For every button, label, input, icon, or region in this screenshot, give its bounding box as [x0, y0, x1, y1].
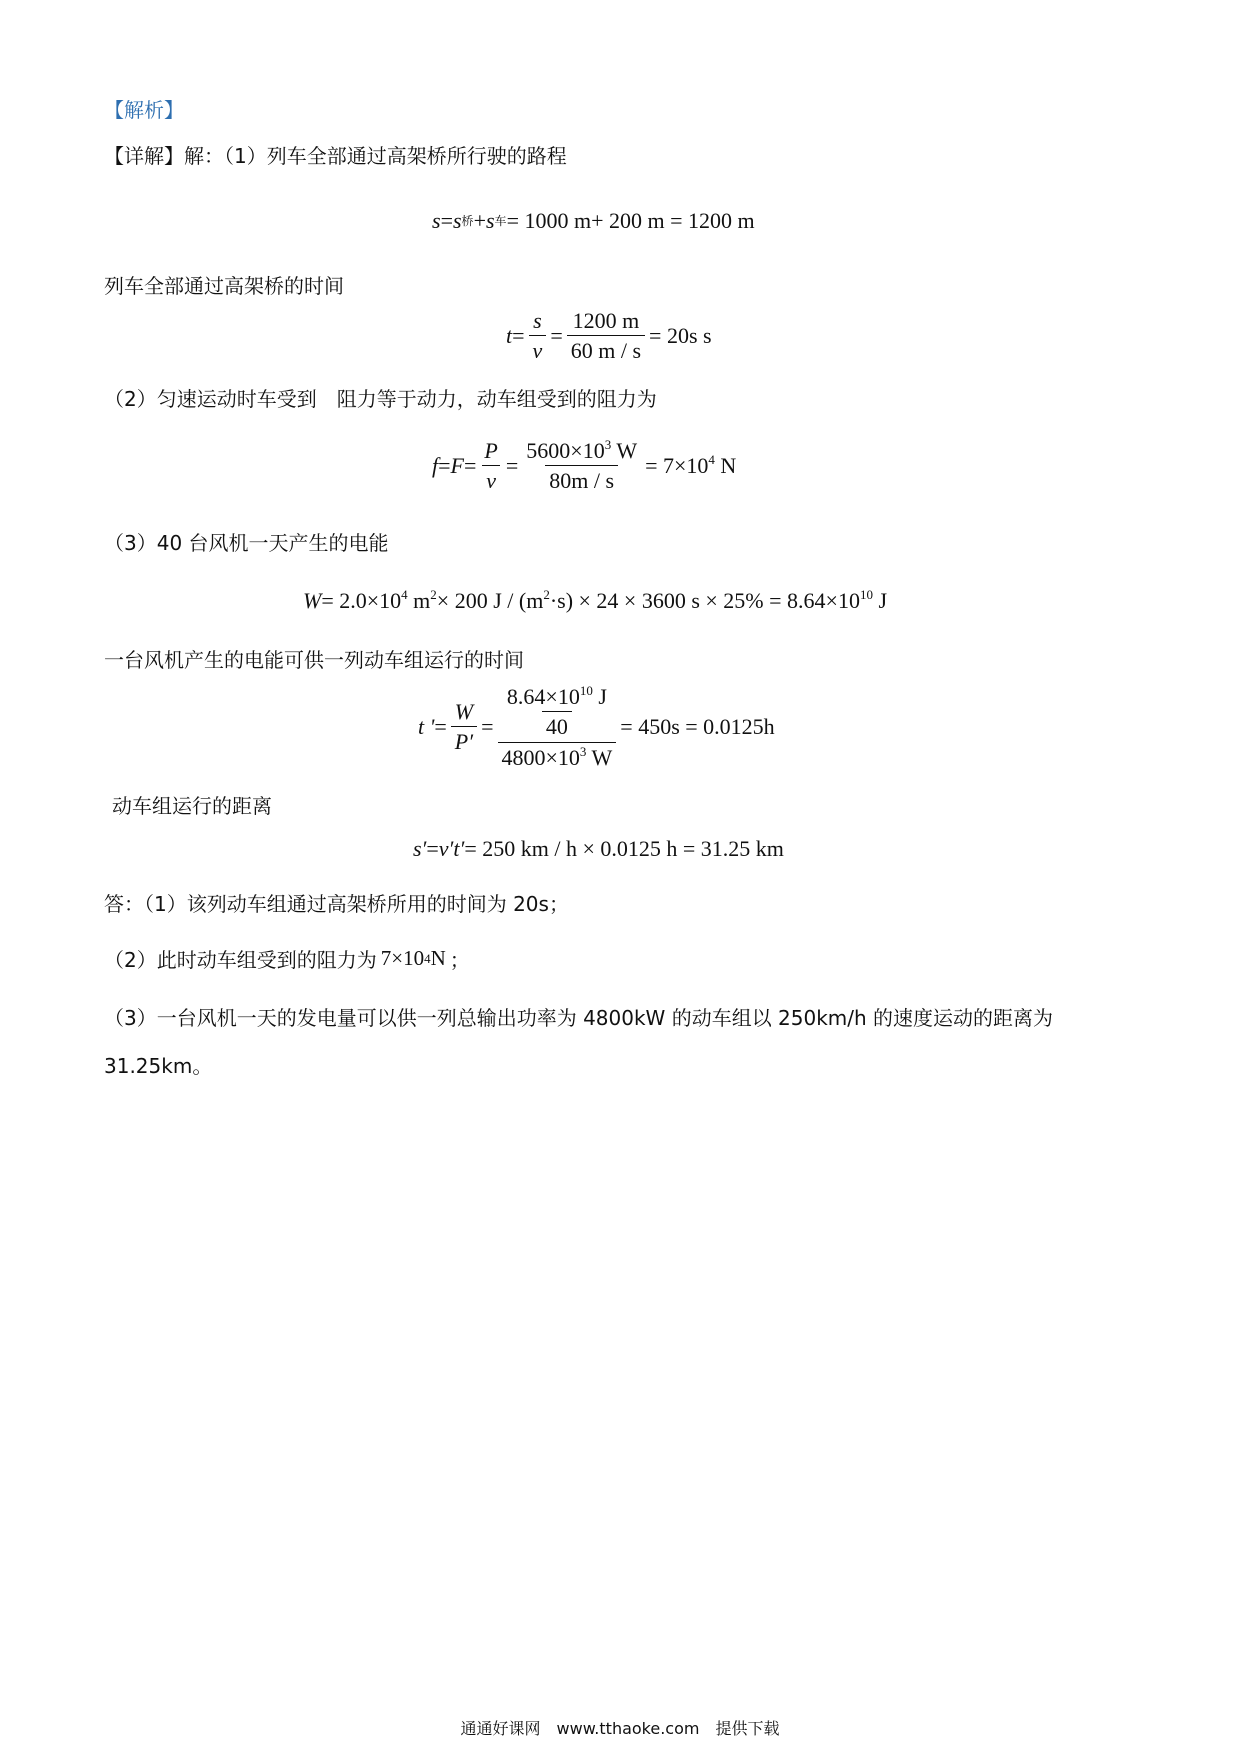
part2-intro: （2）匀速运动时车受到 阻力等于动力，动车组受到的阻力为: [104, 387, 657, 411]
eq1-lhs: s: [432, 208, 441, 233]
eq3-rhs: = $7\times 10^4$ N: [645, 451, 737, 478]
eq3-lhs: f: [432, 452, 439, 478]
answer-3-line2: 31.25km。: [104, 1054, 213, 1078]
eq2-lhs: t: [506, 322, 513, 348]
eq2-eq1: =: [512, 322, 525, 348]
eq1-s-train: s: [485, 208, 495, 233]
eq2-fraction-values: [567, 308, 645, 364]
equation-resistance: [432, 438, 736, 494]
equation-distance: s = s 桥 + s 车 = 1000 m+ 200 m = 1200 m: [432, 208, 755, 233]
eq2-num: s: [533, 308, 542, 333]
eq1-eq: =: [440, 208, 453, 233]
equation-run-time: [418, 684, 775, 770]
answer-1: 答：（1）该列动车组通过高架桥所用的时间为 20s；: [104, 892, 569, 916]
eq5-den: P′: [451, 726, 477, 754]
eq5-lhs: t ': [418, 713, 435, 739]
answer-2: [104, 944, 470, 973]
eq3-fraction-values: [522, 438, 641, 494]
eq6-v: v′: [438, 836, 454, 861]
eq2-rhs: = 20s s: [649, 322, 712, 348]
eq5-eq1: =: [434, 713, 447, 739]
time-intro: 列车全部通过高架桥的时间: [104, 274, 344, 298]
eq3-F: F: [450, 452, 464, 478]
equation-energy: [303, 588, 887, 614]
eq5-fraction-values: [498, 684, 617, 770]
detail-intro: 【详解】解：（1）列车全部通过高架桥所行驶的路程: [104, 144, 567, 168]
distance-intro: 动车组运行的距离: [112, 794, 272, 818]
eq6-t: t′: [453, 836, 465, 861]
eq5-rhs: = 450s = 0.0125h: [620, 713, 775, 739]
eq1-s-bridge: s: [452, 208, 462, 233]
eq2-fraction-s-v: [529, 308, 547, 364]
page-footer: 通通好课网 www.tthaoke.com 提供下载: [460, 1719, 780, 1738]
eq3-den: v: [482, 465, 500, 493]
eq4-body: = $2.0\times 10^4$ $m^2\times 200$ $J / (m^2\cdot s) \times 24 \times 3600$ $s \times 25\% = 8.64\times 10^{10}$ J: [321, 587, 888, 613]
eq5-inner-num: $8.64\times 10^{10}$ J: [506, 683, 607, 709]
eq3-fraction-p-v: [480, 438, 501, 494]
equation-time: [506, 308, 712, 364]
eq5-inner-den: 40: [542, 711, 572, 739]
eq3-num: P: [484, 438, 498, 463]
eq5-inner-fraction: [503, 684, 611, 740]
equation-distance-run: [413, 836, 784, 862]
section-heading: 【解析】: [104, 98, 184, 122]
eq1-plus: +: [473, 208, 486, 233]
answer2-math: 7×10 4 N: [380, 946, 446, 970]
eq3-eq2: =: [464, 452, 477, 478]
eq6-lhs: s′: [413, 836, 427, 861]
eq2-den: v: [529, 335, 547, 363]
eq2-eq2: =: [550, 322, 563, 348]
eq3-eq1: =: [438, 452, 451, 478]
eq2-num2: 1200 m: [572, 308, 640, 333]
answer-3-line1: （3）一台风机一天的发电量可以供一列总输出功率为 4800kW 的动车组以 250km/h 的速度运动的距离为: [104, 1006, 1054, 1030]
eq3-num2: $5600\times 10^3$ W: [526, 437, 638, 463]
eq1-rhs: = 1000 m+ 200 m = 1200 m: [506, 208, 755, 233]
eq5-den2: $4800\times 10^3$ W: [498, 742, 617, 770]
eq3-den2: 80m / s: [545, 465, 618, 493]
answer2-suffix: ；: [449, 948, 470, 972]
eq5-fraction-w-p: [451, 699, 477, 755]
eq3-eq3: =: [505, 452, 519, 478]
part3-intro: （3）40 台风机一天产生的电能: [104, 531, 389, 555]
eq4-lhs: W: [303, 588, 322, 613]
answer2-prefix: （2）此时动车组受到的阻力为: [104, 948, 377, 972]
single-turbine-intro: 一台风机产生的电能可供一列动车组运行的时间: [104, 648, 524, 672]
eq6-eq1: =: [426, 836, 439, 861]
eq6-rhs: = 250 km / h × 0.0125 h = 31.25 km: [464, 836, 784, 861]
eq2-den2: 60 m / s: [567, 335, 645, 363]
eq5-num: W: [454, 699, 474, 725]
eq5-eq2: =: [481, 713, 494, 739]
